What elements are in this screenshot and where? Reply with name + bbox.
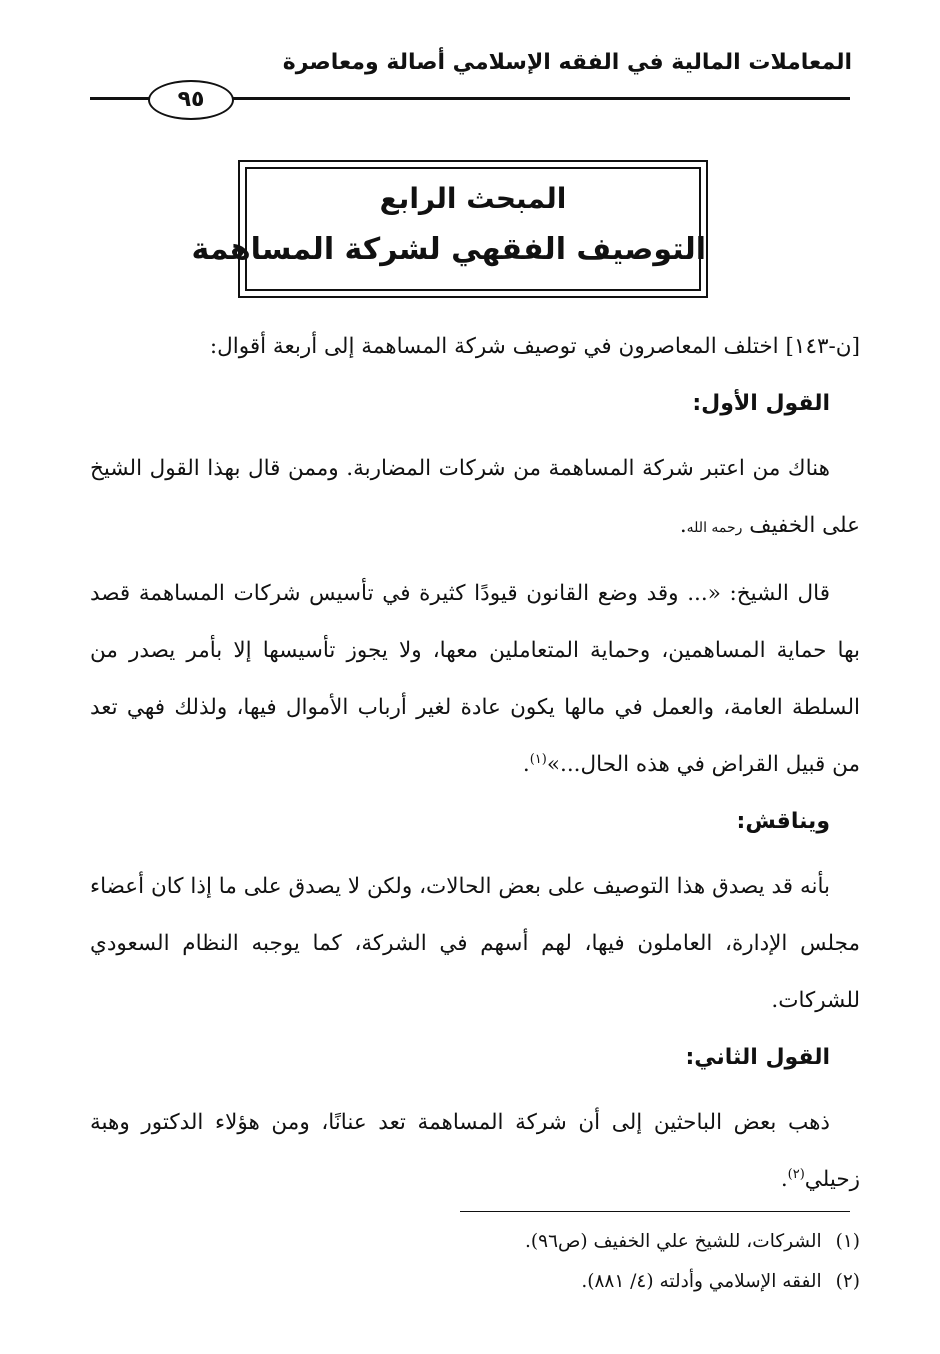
section-title: التوصيف الفقهي لشركة المساهمة [191,232,706,267]
footnote-separator [460,1211,850,1212]
footnote-1 [100,1222,860,1262]
paragraph-second-opinion: ذهب بعض الباحثين إلى أن شركة المساهمة تعد عنانًا، ومن هؤلاء الدكتور وهبة زحيلي$^{(٢)}$. [90,1110,860,1192]
intro-paragraph: [ن-١٤٣] اختلف المعاصرون في توصيف شركة المساهمة إلى أربعة أقوال: [209,334,860,359]
honorific-glyph: رحمه الله [686,520,743,536]
footnote-text: الشركات، للشيخ علي الخفيف (ص٩٦). [525,1231,822,1252]
chapter-title-box [191,160,708,298]
section-label: المبحث الرابع [379,182,567,215]
paragraph-first-opinion: هناك من اعتبر شركة المساهمة من شركات المضاربة. وممن قال بهذا القول الشيخ على الخفيف رحمه الله. [90,456,860,538]
footnote-text: الفقه الإسلامي وأدلته (٤/ ٨٨١). [581,1271,822,1292]
footnote-number: (٢) [835,1271,860,1292]
heading-second-opinion: القول الثاني: [685,1045,830,1070]
paragraph-discussion: بأنه قد يصدق هذا التوصيف على بعض الحالات، ولكن لا يصدق على ما إذا كان أعضاء مجلس الإدارة، العاملون فيها، لهم أسهم في الشركة، كما يوجبه النظام السعودي للشركات. [90,874,860,1013]
running-header: المعاملات المالية في الفقه الإسلامي أصالة ومعاصرة [282,50,852,75]
page-number-badge: ٩٥ [148,80,234,120]
footnote-ref-1: (١) [529,751,547,767]
body-text [90,318,860,1208]
quote-paragraph: قال الشيخ: «... وقد وضع القانون قيودًا كثيرة في تأسيس شركات المساهمة قصد بها حماية المساهمين، وحماية المتعاملين معها، ولا يجوز تأسيسها إلا بأمر يصدر من السلطة العامة، والعمل في مالها يكون عادة لغير أرباب الأموال فيها، ولذلك فهي تعد من قبيل القراض في هذه الحال...»$^{(١)}$. [90,581,860,777]
footnotes [100,1222,860,1302]
heading-first-opinion: القول الأول: [692,391,830,416]
footnote-2 [100,1262,860,1302]
footnote-number: (١) [835,1231,860,1252]
heading-discussion: ويناقش: [736,809,830,834]
footnote-ref-2: (٢) [787,1166,805,1182]
